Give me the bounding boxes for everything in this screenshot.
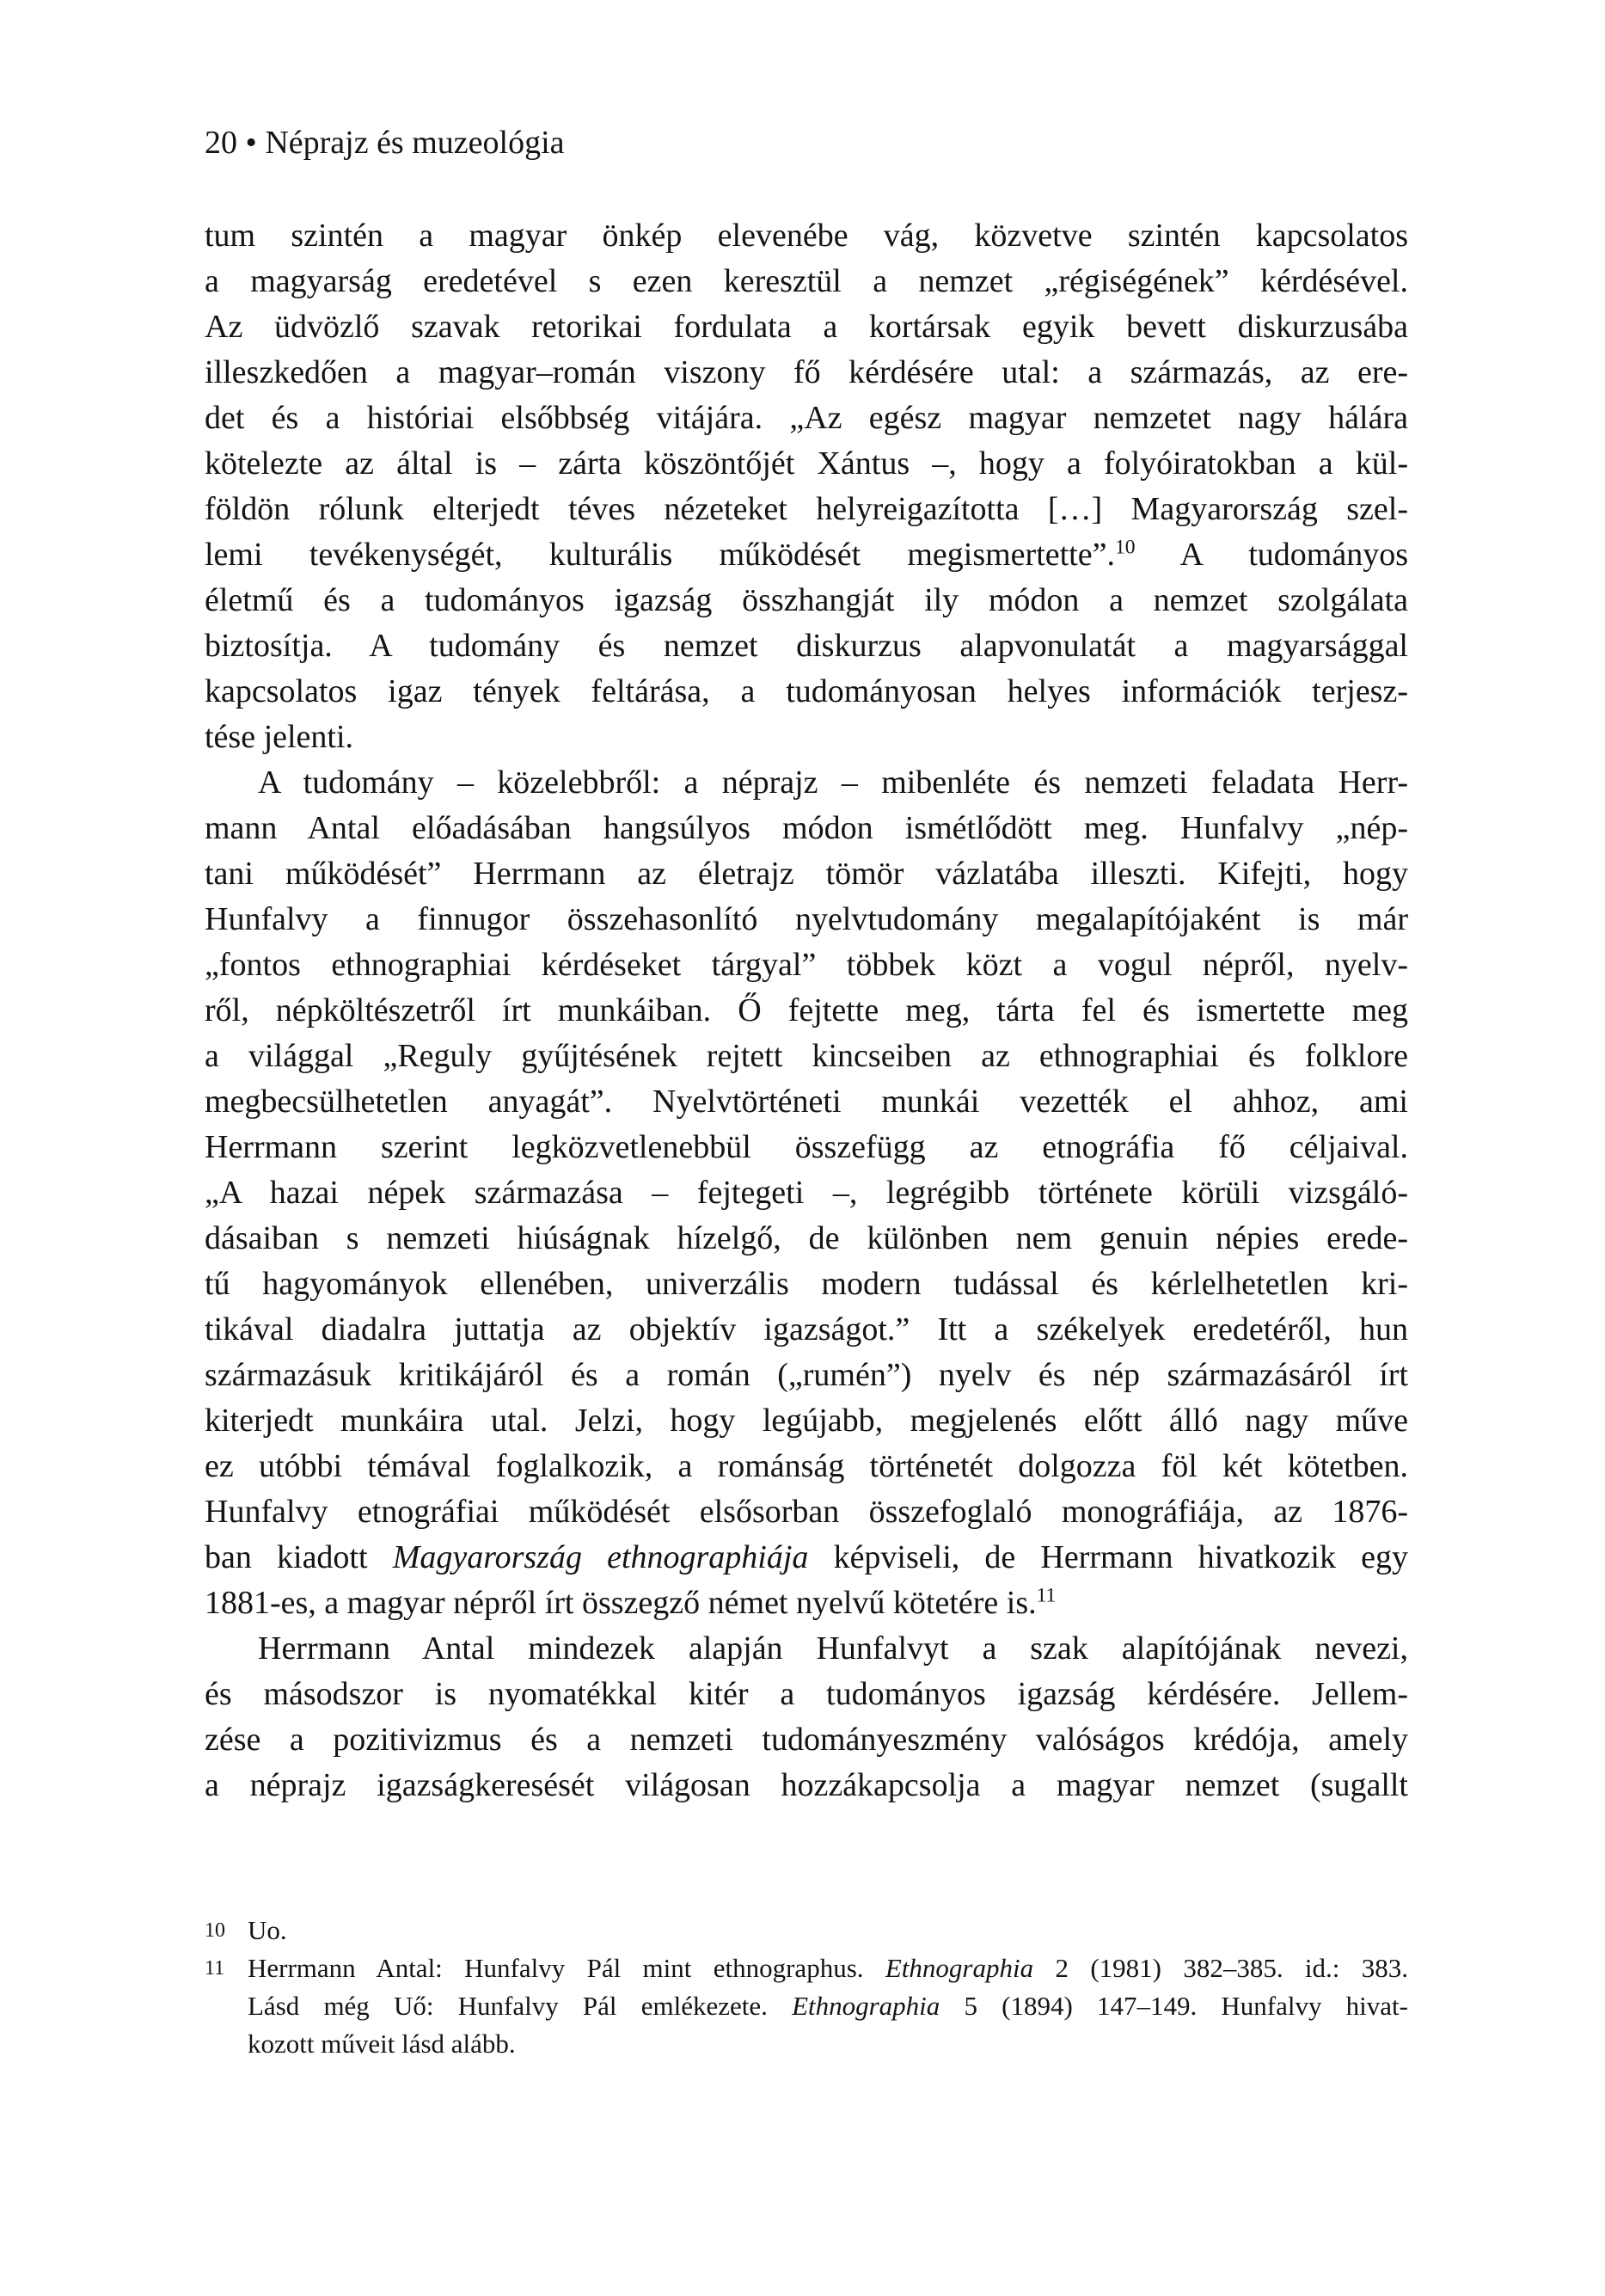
text-line: A tudomány – közelebbről: a néprajz – mibenléte és nemzeti feladata Herr-: [258, 764, 1408, 801]
footnote-marker: 11: [205, 1957, 225, 1980]
text-line: kötelezte az által is – zárta köszöntőjét Xántus –, hogy a folyóiratokban a kül-: [205, 445, 1408, 482]
text-line: tű hagyományok ellenében, univerzális modern tudással és kérlelhetetlen kri-: [205, 1266, 1408, 1302]
footnote-reference: 10: [1114, 536, 1136, 559]
text-line: zése a pozitivizmus és a nemzeti tudományeszmény valóságos krédója, amely: [205, 1722, 1408, 1758]
text-line: Uo.: [248, 1915, 287, 1945]
footnote-text: [248, 1949, 1408, 2063]
text-line: tikával diadalra juttatja az objektív igazságot.” Itt a székelyek eredetéről, hun: [205, 1311, 1408, 1348]
text-line: ez utóbbi témával foglalkozik, a románság történetét dolgozza föl két kötetben.: [205, 1448, 1408, 1484]
text-line: a világgal „Reguly gyűjtésének rejtett kincseiben az ethnographiai és folklore: [205, 1038, 1408, 1074]
text-line: Hunfalvy a finnugor összehasonlító nyelvtudomány megalapítójaként is már: [205, 901, 1408, 937]
page-number: 20: [205, 125, 237, 161]
text-line: ban kiadott Magyarország ethnographiája képviseli, de Herrmann hivatkozik egy: [205, 1539, 1408, 1575]
text-line: életmű és a tudományos igazság összhangját ily módon a nemzet szolgálata: [205, 582, 1408, 618]
paragraph: [205, 213, 1408, 760]
text-line: tum szintén a magyar önkép elevenébe vág, közvetve szintén kapcsolatos: [205, 218, 1408, 254]
text-line: Herrmann szerint legközvetlenebbül összefügg az etnográfia fő céljaival.: [205, 1129, 1408, 1165]
text-line: illeszkedően a magyar–román viszony fő kérdésére utal: a származás, az ere-: [205, 354, 1408, 390]
text-line: mann Antal előadásában hangsúlyos módon ismétlődött meg. Hunfalvy „nép-: [205, 810, 1408, 846]
text-line: Herrmann Antal mindezek alapján Hunfalvyt a szak alapítójának nevezi,: [258, 1630, 1408, 1667]
footnote-marker: 10: [205, 1919, 225, 1942]
text-line: lemi tevékenységét, kulturális működését megismertette”.$^{10}$ A tudományos: [205, 536, 1408, 573]
text-line: megbecsülhetetlen anyagát”. Nyelvtörténeti munkái vezették el ahhoz, ami: [205, 1084, 1408, 1120]
footnote: [205, 1912, 1408, 1949]
text-line: a néprajz igazságkeresését világosan hozzákapcsolja a magyar nemzet (sugallt: [205, 1767, 1408, 1803]
footnote-reference: 11: [1036, 1584, 1057, 1607]
text-line: 1881-es, a magyar népről írt összegző német nyelvű kötetére is.$^{11}$: [205, 1584, 1057, 1621]
text-line: kiterjedt munkáira utal. Jelzi, hogy legújabb, megjelenés előtt álló nagy műve: [205, 1403, 1408, 1439]
text-line: tani működését” Herrmann az életrajz tömör vázlatába illeszti. Kifejti, hogy: [205, 856, 1408, 892]
body-text: [205, 213, 1408, 1808]
text-line: földön rólunk elterjedt téves nézeteket helyreigazította […] Magyarország szel-: [205, 491, 1408, 527]
text-line: dásaiban s nemzeti hiúságnak hízelgő, de különben nem genuin népies erede-: [205, 1220, 1408, 1256]
text-line: kapcsolatos igaz tények feltárása, a tudományosan helyes információk terjesz-: [205, 673, 1408, 709]
text-line: származásuk kritikájáról és a román („rumén”) nyelv és nép származásáról írt: [205, 1357, 1408, 1393]
footnote-text: [248, 1912, 1408, 1949]
footnote: [205, 1949, 1408, 2063]
text-column: [205, 120, 1408, 2063]
text-line: biztosítja. A tudomány és nemzet diskurzus alapvonulatát a magyarsággal: [205, 628, 1408, 664]
paragraph: [205, 760, 1408, 1626]
text-line: ről, népköltészetről írt munkáiban. Ő fejtette meg, tárta fel és ismertette meg: [205, 992, 1408, 1028]
paragraph: [205, 1626, 1408, 1808]
text-line: „fontos ethnographiai kérdéseket tárgyal” többek közt a vogul népről, nyelv-: [205, 947, 1408, 983]
text-line: det és a históriai elsőbbség vitájára. „Az egész magyar nemzetet nagy hálára: [205, 400, 1408, 436]
text-line: a magyarság eredetével s ezen keresztül a nemzet „régiségének” kérdésével.: [205, 263, 1408, 299]
footnotes-section: [205, 1912, 1408, 2063]
header-separator-bullet: •: [237, 125, 266, 161]
text-line: „A hazai népek származása – fejtegeti –, legrégibb története körüli vizsgáló-: [205, 1175, 1408, 1211]
running-title: Néprajz és muzeológia: [265, 125, 565, 161]
text-line: Az üdvözlő szavak retorikai fordulata a kortársak egyik bevett diskurzusába: [205, 309, 1408, 345]
text-line: Lásd még Uő: Hunfalvy Pál emlékezete. Ethnographia 5 (1894) 147–149. Hunfalvy hivat-: [248, 1991, 1408, 2021]
text-line: Herrmann Antal: Hunfalvy Pál mint ethnographus. Ethnographia 2 (1981) 382–385. id.: 383.: [248, 1953, 1408, 1983]
text-line: Hunfalvy etnográfiai működését elsősorban összefoglaló monográfiája, az 1876-: [205, 1494, 1408, 1530]
page-header: [205, 120, 1408, 166]
text-line: tése jelenti.: [205, 719, 354, 755]
text-line: és másodszor is nyomatékkal kitér a tudományos igazság kérdésére. Jellem-: [205, 1676, 1408, 1712]
text-line: kozott műveit lásd alább.: [248, 2029, 516, 2059]
